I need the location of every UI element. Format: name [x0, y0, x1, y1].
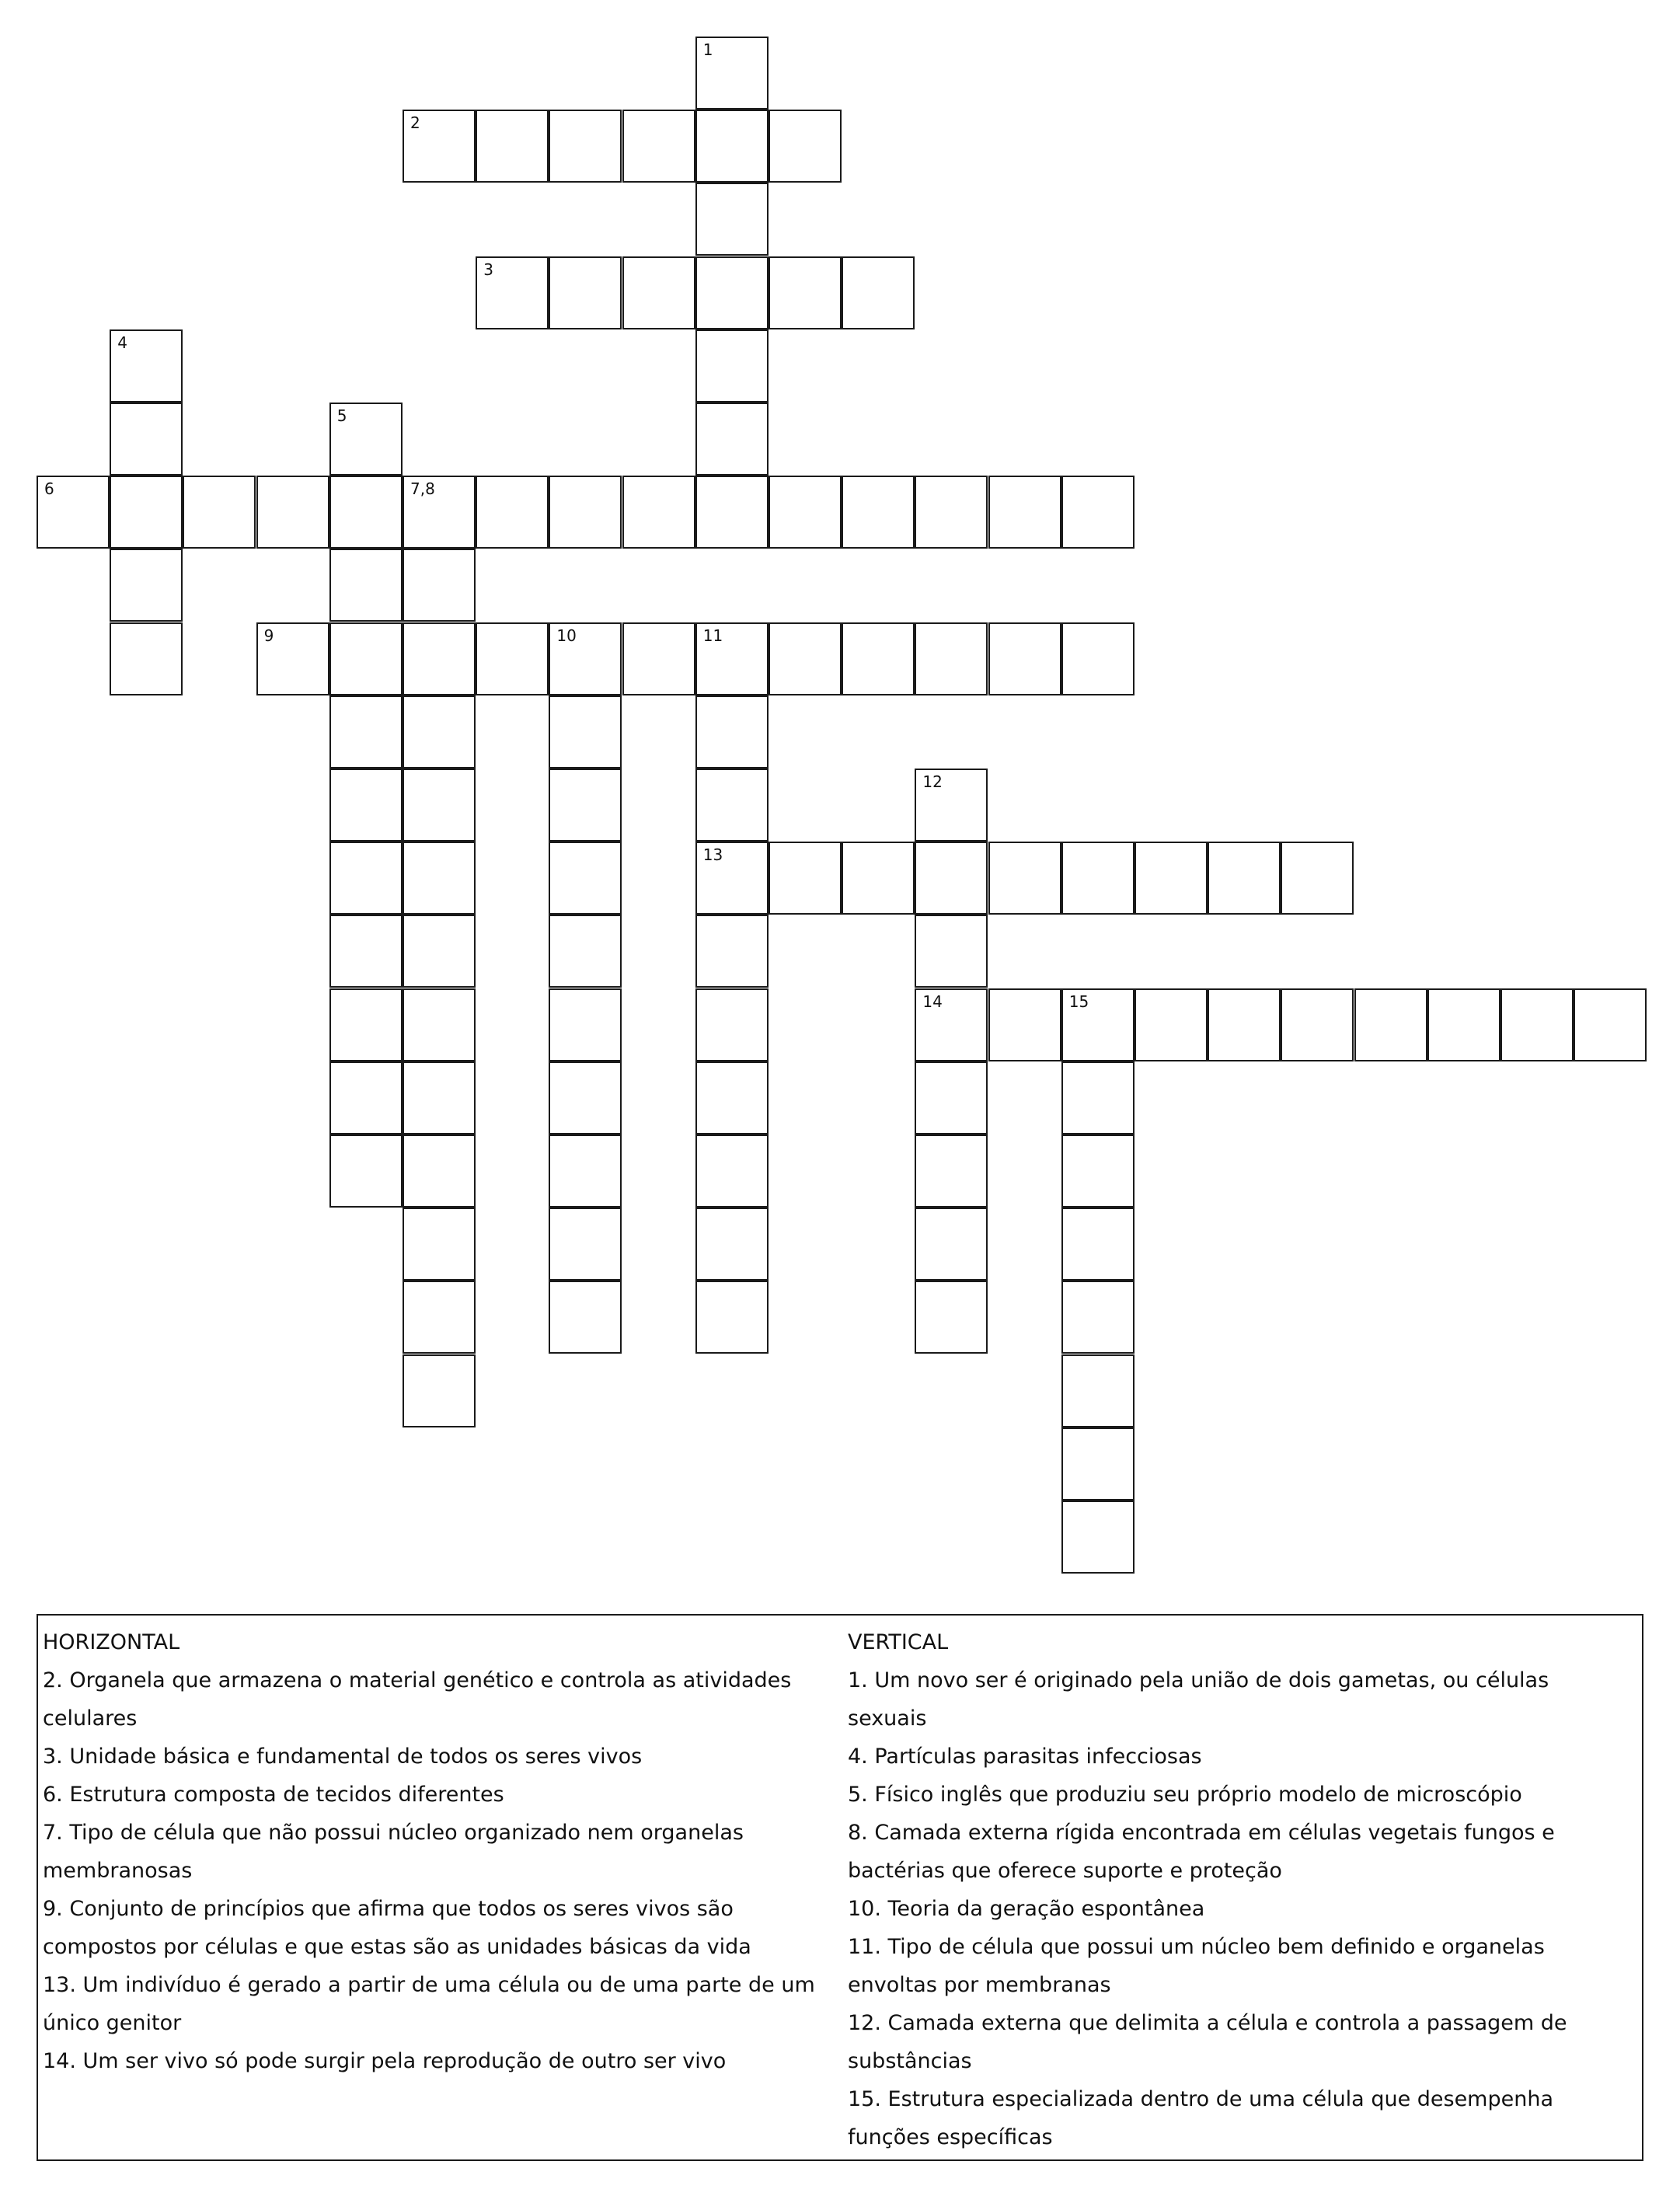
- crossword-cell[interactable]: [549, 110, 622, 183]
- crossword-cell[interactable]: [329, 549, 403, 622]
- crossword-cell[interactable]: [110, 622, 183, 695]
- horizontal-title: HORIZONTAL: [43, 1630, 180, 1654]
- clue-horizontal-14: 14. Um ser vivo só pode surgir pela reprodução de outro ser vivo: [43, 2049, 727, 2073]
- crossword-cell[interactable]: [1208, 988, 1281, 1061]
- crossword-cell[interactable]: [549, 1208, 622, 1281]
- crossword-cell[interactable]: [769, 842, 842, 915]
- crossword-cell[interactable]: [1281, 988, 1354, 1061]
- crossword-cell[interactable]: [842, 842, 915, 915]
- crossword-cell[interactable]: [110, 329, 183, 403]
- crossword-cell[interactable]: [915, 476, 988, 549]
- crossword-cell[interactable]: [549, 1281, 622, 1354]
- crossword-cell[interactable]: [695, 476, 769, 549]
- crossword-cell[interactable]: [915, 1061, 988, 1135]
- clue-horizontal-2: 2. Organela que armazena o material genético e controla as atividades celulares: [43, 1668, 792, 1731]
- crossword-cell[interactable]: [403, 1061, 476, 1135]
- crossword-cell[interactable]: [1061, 988, 1135, 1061]
- clue-number: 4: [117, 333, 127, 352]
- crossword-cell[interactable]: [476, 256, 549, 329]
- crossword-cell[interactable]: [403, 915, 476, 988]
- crossword-cell[interactable]: [695, 183, 769, 256]
- crossword-cell[interactable]: [1061, 1427, 1135, 1501]
- clue-number: 14: [922, 992, 943, 1011]
- crossword-cell[interactable]: [1427, 988, 1500, 1061]
- crossword-cell[interactable]: [329, 915, 403, 988]
- clue-number: 2: [410, 113, 420, 133]
- vertical-title: VERTICAL: [848, 1630, 949, 1654]
- crossword-cell[interactable]: [1061, 476, 1135, 549]
- clue-vertical-1: 1. Um novo ser é originado pela união de dois gametas, ou células sexuais: [848, 1668, 1549, 1731]
- crossword-cell[interactable]: [988, 476, 1061, 549]
- crossword-cell[interactable]: [988, 622, 1061, 695]
- crossword-cell[interactable]: [549, 1061, 622, 1135]
- crossword-cell[interactable]: [915, 622, 988, 695]
- crossword-cell[interactable]: [549, 915, 622, 988]
- clue-number: 10: [556, 626, 577, 645]
- crossword-cell[interactable]: [1354, 988, 1427, 1061]
- crossword-cell[interactable]: [403, 476, 476, 549]
- crossword-cell[interactable]: [622, 110, 695, 183]
- clue-number: 13: [702, 845, 723, 865]
- crossword-cell[interactable]: [329, 769, 403, 842]
- crossword-cell[interactable]: [549, 842, 622, 915]
- clue-number: 7,8: [410, 479, 435, 499]
- clue-number: 12: [922, 772, 943, 791]
- crossword-cell[interactable]: [183, 476, 256, 549]
- clue-vertical-15: 15. Estrutura especializada dentro de uma célula que desempenha funções específicas: [848, 2087, 1554, 2149]
- crossword-cell[interactable]: [915, 988, 988, 1061]
- crossword-cell[interactable]: [915, 842, 988, 915]
- crossword-cell[interactable]: [403, 842, 476, 915]
- crossword-cell[interactable]: [695, 695, 769, 769]
- crossword-cell[interactable]: [1061, 1135, 1135, 1208]
- crossword-cell[interactable]: [695, 256, 769, 329]
- vertical-clues: [848, 1623, 1633, 2156]
- crossword-cell[interactable]: [403, 1281, 476, 1354]
- crossword-cell[interactable]: [403, 1135, 476, 1208]
- crossword-cell[interactable]: [403, 622, 476, 695]
- crossword-cell[interactable]: [842, 622, 915, 695]
- crossword-cell[interactable]: [695, 37, 769, 110]
- clue-vertical-4: 4. Partículas parasitas infecciosas: [848, 1745, 1202, 1769]
- crossword-cell[interactable]: [1061, 842, 1135, 915]
- crossword-cell[interactable]: [695, 842, 769, 915]
- crossword-cell[interactable]: [329, 1135, 403, 1208]
- clue-horizontal-9: 9. Conjunto de princípios que afirma que todos os seres vivos são compostos por células e que estas são as unidades básicas da vida: [43, 1897, 751, 1959]
- clue-vertical-10: 10. Teoria da geração espontânea: [848, 1897, 1205, 1921]
- clue-number: 1: [702, 40, 713, 59]
- crossword-cell[interactable]: [549, 622, 622, 695]
- crossword-cell[interactable]: [329, 695, 403, 769]
- clue-vertical-8: 8. Camada externa rígida encontrada em células vegetais fungos e bactérias que oferece suporte e proteção: [848, 1821, 1555, 1883]
- crossword-cell[interactable]: [695, 329, 769, 403]
- crossword-cell[interactable]: [403, 1208, 476, 1281]
- crossword-cell[interactable]: [403, 695, 476, 769]
- crossword-cell[interactable]: [695, 1208, 769, 1281]
- crossword-cell[interactable]: [695, 110, 769, 183]
- crossword-cell[interactable]: [476, 476, 549, 549]
- crossword-cell[interactable]: [549, 1135, 622, 1208]
- crossword-cell[interactable]: [695, 1281, 769, 1354]
- crossword-cell[interactable]: [1061, 1501, 1135, 1574]
- clue-number: 6: [44, 479, 54, 499]
- crossword-cell[interactable]: [622, 622, 695, 695]
- crossword-cell[interactable]: [1061, 1061, 1135, 1135]
- crossword-cell[interactable]: [110, 549, 183, 622]
- crossword-cell[interactable]: [549, 256, 622, 329]
- crossword-cell[interactable]: [695, 915, 769, 988]
- clue-number: 9: [263, 626, 274, 645]
- clue-horizontal-7: 7. Tipo de célula que não possui núcleo organizado nem organelas membranosas: [43, 1821, 744, 1883]
- crossword-cell[interactable]: [1500, 988, 1574, 1061]
- crossword-cell[interactable]: [695, 1135, 769, 1208]
- crossword-cell[interactable]: [695, 988, 769, 1061]
- crossword-cell[interactable]: [1061, 1354, 1135, 1427]
- crossword-cell[interactable]: [476, 110, 549, 183]
- crossword-cell[interactable]: [256, 622, 329, 695]
- clue-vertical-5: 5. Físico inglês que produziu seu próprio modelo de microscópio: [848, 1783, 1522, 1807]
- crossword-cell[interactable]: [110, 476, 183, 549]
- crossword-cell[interactable]: [915, 1135, 988, 1208]
- crossword-cell[interactable]: [988, 988, 1061, 1061]
- crossword-cell[interactable]: [549, 988, 622, 1061]
- crossword-cell[interactable]: [915, 1208, 988, 1281]
- crossword-cell[interactable]: [329, 1061, 403, 1135]
- clue-number: 11: [702, 626, 723, 645]
- crossword-cell[interactable]: [476, 622, 549, 695]
- crossword-cell[interactable]: [1574, 988, 1647, 1061]
- crossword-cell[interactable]: [329, 403, 403, 476]
- crossword-cell[interactable]: [915, 769, 988, 842]
- crossword-cell[interactable]: [1061, 1281, 1135, 1354]
- crossword-cell[interactable]: [915, 1281, 988, 1354]
- crossword-cell[interactable]: [1061, 622, 1135, 695]
- crossword-cell[interactable]: [329, 842, 403, 915]
- crossword-cell[interactable]: [769, 110, 842, 183]
- crossword-cell[interactable]: [256, 476, 329, 549]
- crossword-cell[interactable]: [549, 476, 622, 549]
- crossword-cell[interactable]: [110, 403, 183, 476]
- crossword-cell[interactable]: [403, 549, 476, 622]
- crossword-cell[interactable]: [915, 915, 988, 988]
- crossword-cell[interactable]: [403, 769, 476, 842]
- clues-box: [37, 1614, 1643, 2161]
- crossword-cell[interactable]: [37, 476, 110, 549]
- clue-vertical-11: 11. Tipo de célula que possui um núcleo bem definido e organelas envoltas por membranas: [848, 1935, 1545, 1997]
- crossword-cell[interactable]: [549, 769, 622, 842]
- crossword-cell[interactable]: [1135, 988, 1208, 1061]
- crossword-cell[interactable]: [842, 256, 915, 329]
- crossword-cell[interactable]: [695, 403, 769, 476]
- crossword-cell[interactable]: [403, 110, 476, 183]
- crossword-cell[interactable]: [988, 842, 1061, 915]
- crossword-cell[interactable]: [1061, 1208, 1135, 1281]
- crossword-cell[interactable]: [695, 622, 769, 695]
- horizontal-clues: [43, 1623, 828, 2080]
- crossword-cell[interactable]: [769, 476, 842, 549]
- clue-number: 15: [1068, 992, 1089, 1011]
- crossword-cell[interactable]: [769, 256, 842, 329]
- clue-number: 5: [336, 406, 347, 425]
- crossword-cell[interactable]: [549, 695, 622, 769]
- clue-vertical-12: 12. Camada externa que delimita a célula e controla a passagem de substâncias: [848, 2011, 1567, 2073]
- crossword-cell[interactable]: [329, 622, 403, 695]
- clue-number: 3: [483, 260, 493, 279]
- clue-horizontal-13: 13. Um indivíduo é gerado a partir de uma célula ou de uma parte de um único genitor: [43, 1973, 815, 2035]
- crossword-cell[interactable]: [1281, 842, 1354, 915]
- crossword-cell[interactable]: [403, 1354, 476, 1427]
- crossword-cell[interactable]: [695, 769, 769, 842]
- crossword-cell[interactable]: [403, 988, 476, 1061]
- crossword-cell[interactable]: [769, 622, 842, 695]
- crossword-cell[interactable]: [329, 988, 403, 1061]
- crossword-cell[interactable]: [1208, 842, 1281, 915]
- clue-horizontal-3: 3. Unidade básica e fundamental de todos os seres vivos: [43, 1745, 643, 1769]
- crossword-cell[interactable]: [622, 256, 695, 329]
- crossword-cell[interactable]: [329, 476, 403, 549]
- crossword-cell[interactable]: [842, 476, 915, 549]
- clue-horizontal-6: 6. Estrutura composta de tecidos diferentes: [43, 1783, 504, 1807]
- crossword-cell[interactable]: [1135, 842, 1208, 915]
- crossword-cell[interactable]: [695, 1061, 769, 1135]
- crossword-cell[interactable]: [622, 476, 695, 549]
